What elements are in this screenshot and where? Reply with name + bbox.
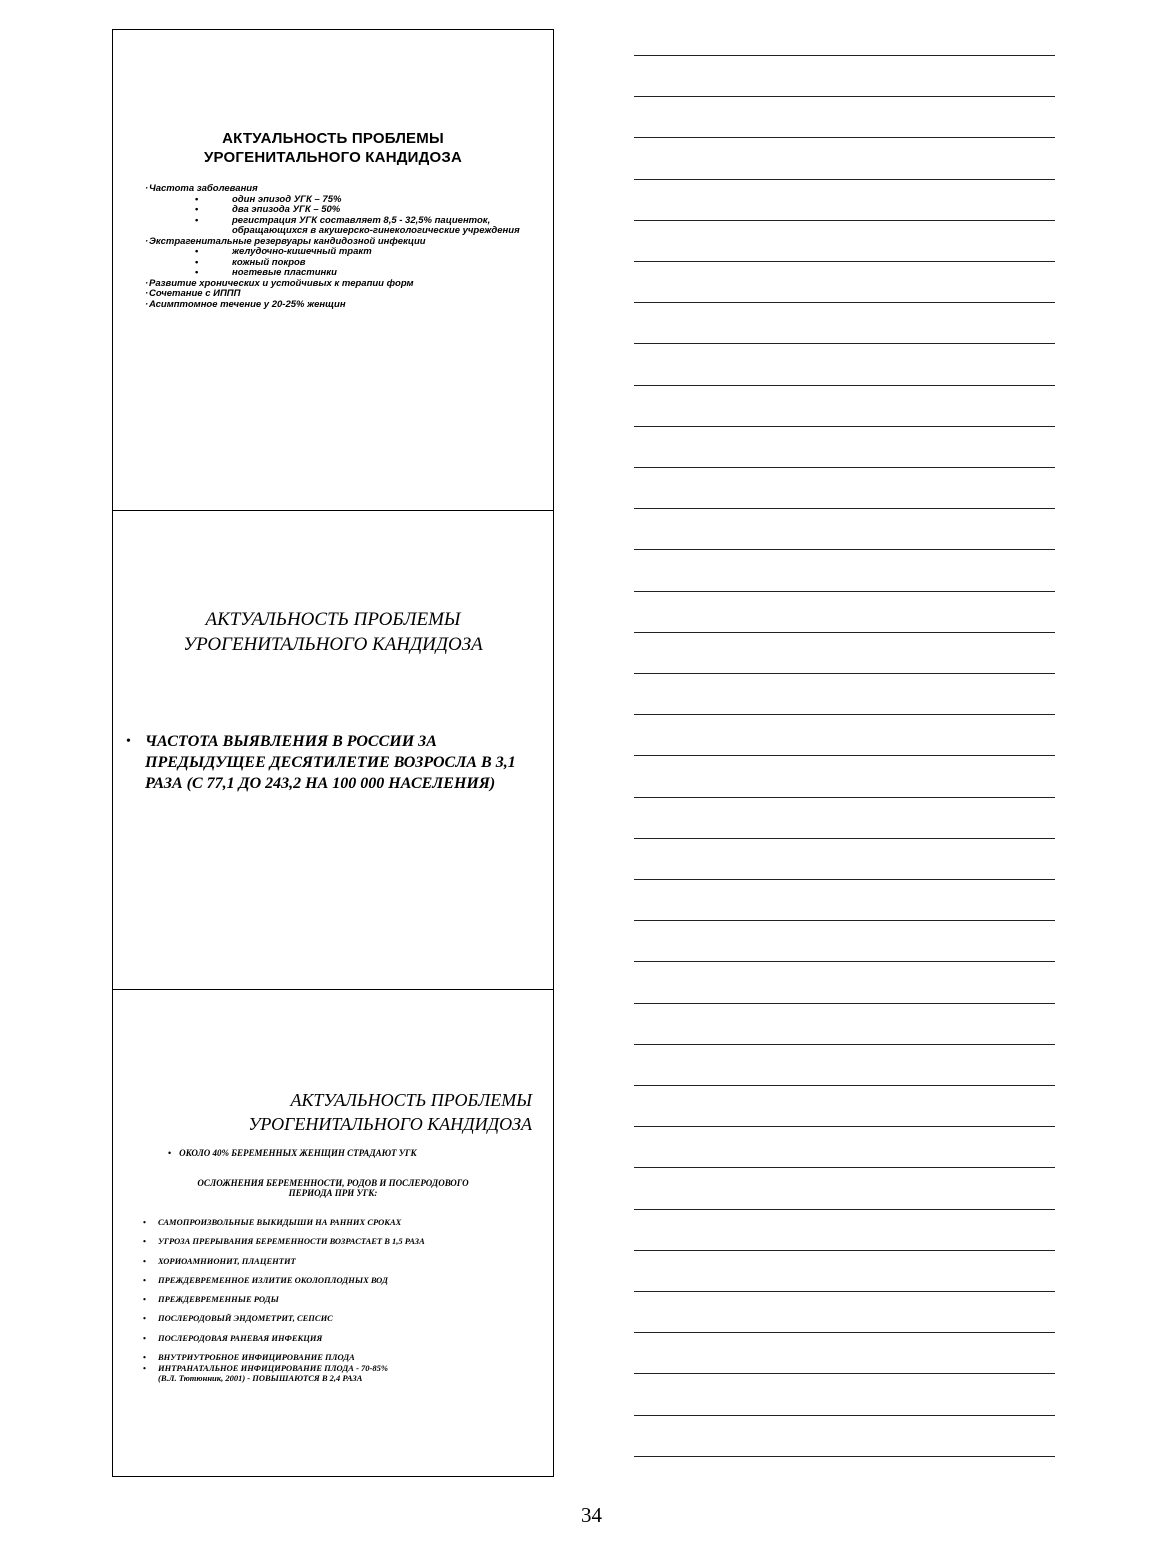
list-item: • ВНУТРИУТРОБНОЕ ИНФИЦИРОВАНИЕ ПЛОДА <box>143 1352 543 1362</box>
slide-3-intro <box>168 1147 417 1159</box>
list-item: • ПРЕЖДЕВРЕМЕННОЕ ИЗЛИТИЕ ОКОЛОПЛОДНЫХ ВОД <box>143 1275 543 1285</box>
slide-3-title <box>152 1088 532 1136</box>
note-line <box>634 1415 1055 1416</box>
list-item: • ПОСЛЕРОДОВЫЙ ЭНДОМЕТРИТ, СЕПСИС <box>143 1313 543 1323</box>
note-line <box>634 220 1055 221</box>
slides-column <box>112 29 554 1477</box>
note-line <box>634 302 1055 303</box>
note-line <box>634 838 1055 839</box>
note-line <box>634 1085 1055 1086</box>
slide-2-title-line-1: АКТУАЛЬНОСТЬ ПРОБЛЕМЫ <box>205 609 461 630</box>
note-line <box>634 961 1055 962</box>
slide-3-intro-text: ОКОЛО 40% БЕРЕМЕННЫХ ЖЕНЩИН СТРАДАЮТ УГК <box>179 1148 417 1158</box>
note-line <box>634 755 1055 756</box>
slide-3-subtitle-line-2: ПЕРИОДА ПРИ УГК: <box>288 1188 378 1198</box>
note-line <box>634 1291 1055 1292</box>
list-item: · Развитие хронических и устойчивых к терапии форм <box>145 279 525 290</box>
list-item <box>143 1363 543 1383</box>
note-line <box>634 1126 1055 1127</box>
list-item: · Экстрагенитальные резервуары кандидозной инфекции <box>145 237 525 248</box>
note-line <box>634 920 1055 921</box>
list-item: • ХОРИОАМНИОНИТ, ПЛАЦЕНТИТ <box>143 1256 543 1266</box>
note-line <box>634 343 1055 344</box>
note-line <box>634 426 1055 427</box>
note-line <box>634 508 1055 509</box>
note-line <box>634 1250 1055 1251</box>
list-item: • ПРЕЖДЕВРЕМЕННЫЕ РОДЫ <box>143 1294 543 1304</box>
list-item: • САМОПРОИЗВОЛЬНЫЕ ВЫКИДЫШИ НА РАННИХ СРОКАХ <box>143 1217 543 1227</box>
slide-3-list <box>143 1217 543 1392</box>
slide-3-title-line-1: АКТУАЛЬНОСТЬ ПРОБЛЕМЫ <box>290 1090 532 1110</box>
list-item: · Частота заболевания <box>145 184 525 195</box>
note-line <box>634 1167 1055 1168</box>
note-line <box>634 673 1055 674</box>
list-item: • желудочно-кишечный тракт <box>145 247 525 258</box>
note-line <box>634 1332 1055 1333</box>
slide-1-title-line-2: УРОГЕНИТАЛЬНОГО КАНДИДОЗА <box>204 149 462 166</box>
list-item: · Асимптомное течение у 20-25% женщин <box>145 300 525 311</box>
note-line <box>634 1044 1055 1045</box>
note-line <box>634 96 1055 97</box>
list-item: • ногтевые пластинки <box>145 268 525 279</box>
note-line <box>634 1003 1055 1004</box>
note-line <box>634 879 1055 880</box>
list-item: • регистрация УГК составляет 8,5 - 32,5% пациенток, обращающихся в акушерско-гинекологические учреждения <box>145 216 525 237</box>
note-line <box>634 797 1055 798</box>
note-line <box>634 467 1055 468</box>
note-line <box>634 549 1055 550</box>
note-line <box>634 179 1055 180</box>
note-line <box>634 385 1055 386</box>
slide-3-subtitle-line-1: ОСЛОЖНЕНИЯ БЕРЕМЕННОСТИ, РОДОВ И ПОСЛЕРОДОВОГО <box>197 1178 469 1188</box>
list-item: • кожный покров <box>145 258 525 269</box>
list-item: · Сочетание с ИППП <box>145 289 525 300</box>
note-line <box>634 591 1055 592</box>
note-line <box>634 55 1055 56</box>
slide-1-list <box>145 184 525 310</box>
slide-3 <box>113 989 553 1478</box>
slide-1-title <box>113 129 553 167</box>
note-line <box>634 261 1055 262</box>
list-item: • ПОСЛЕРОДОВАЯ РАНЕВАЯ ИНФЕКЦИЯ <box>143 1333 543 1343</box>
note-lines-column <box>634 0 1055 1563</box>
note-line <box>634 1456 1055 1457</box>
slide-2-title-line-2: УРОГЕНИТАЛЬНОГО КАНДИДОЗА <box>183 634 483 655</box>
list-item-text: ИНТРАНАТАЛЬНОЕ ИНФИЦИРОВАНИЕ ПЛОДА - 70-85% <box>158 1363 388 1374</box>
slide-1 <box>113 30 553 510</box>
slide-2-bullet: • ЧАСТОТА ВЫЯВЛЕНИЯ В РОССИИ ЗА ПРЕДЫДУЩЕЕ ДЕСЯТИЛЕТИЕ ВОЗРОСЛА В 3,1 РАЗА (С 77,1 ДО 243,2 НА 100 000 НАСЕЛЕНИЯ) <box>125 731 525 794</box>
note-line <box>634 632 1055 633</box>
citation-note: (В.Л. Тютюнник, 2001) - ПОВЫШАЮТСЯ В 2,4 РАЗА <box>158 1373 363 1384</box>
note-line <box>634 1209 1055 1210</box>
bullet-icon: • <box>168 1148 172 1158</box>
list-item: • два эпизода УГК – 50% <box>145 205 525 216</box>
slide-1-title-line-1: АКТУАЛЬНОСТЬ ПРОБЛЕМЫ <box>222 130 444 147</box>
page-number: 34 <box>581 1503 602 1527</box>
list-item: • УГРОЗА ПРЕРЫВАНИЯ БЕРЕМЕННОСТИ ВОЗРАСТАЕТ В 1,5 РАЗА <box>143 1236 543 1246</box>
note-line <box>634 714 1055 715</box>
slide-3-subtitle <box>143 1178 523 1198</box>
slide-2-title <box>113 607 553 657</box>
slide-3-title-line-2: УРОГЕНИТАЛЬНОГО КАНДИДОЗА <box>248 1114 532 1134</box>
note-line <box>634 1373 1055 1374</box>
list-item: • один эпизод УГК – 75% <box>145 195 525 206</box>
note-line <box>634 137 1055 138</box>
slide-2 <box>113 510 553 989</box>
